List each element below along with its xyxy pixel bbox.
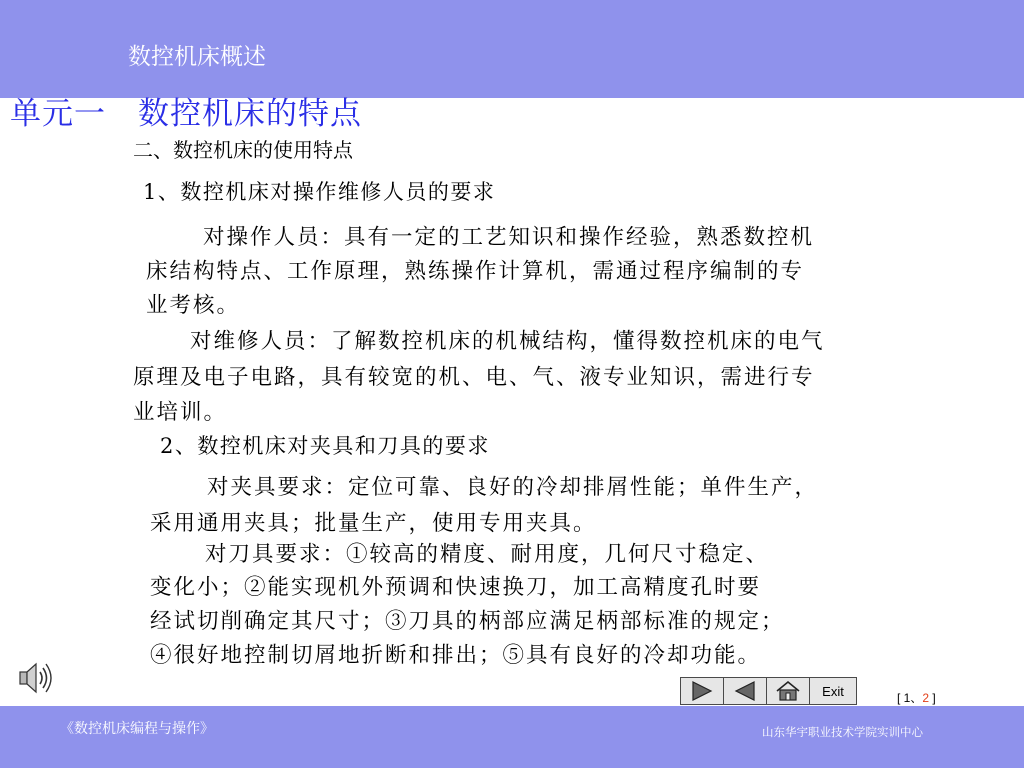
slide-header-title: 数控机床概述 bbox=[128, 44, 266, 70]
para4-line: 经试切削确定其尺寸；③刀具的柄部应满足柄部标准的规定； bbox=[150, 609, 785, 634]
para4-line: 对刀具要求：①较高的精度、耐用度，几何尺寸稳定、 bbox=[205, 542, 770, 567]
home-button[interactable] bbox=[766, 677, 810, 705]
speaker-icon[interactable] bbox=[16, 660, 56, 696]
footer-institution: 山东华宇职业技术学院实训中心 bbox=[762, 725, 923, 739]
play-right-icon bbox=[690, 680, 714, 702]
section-heading: 二、数控机床的使用特点 bbox=[133, 138, 353, 162]
subheading-operators: 1、数控机床对操作维修人员的要求 bbox=[143, 180, 496, 204]
exit-button[interactable]: Exit bbox=[809, 677, 857, 705]
para1-line: 业考核。 bbox=[146, 293, 241, 318]
slide-navigation bbox=[680, 677, 856, 707]
para3-line: 对夹具要求：定位可靠、良好的冷却排屑性能；单件生产， bbox=[207, 475, 819, 500]
para3-line: 采用通用夹具；批量生产，使用专用夹具。 bbox=[150, 511, 597, 536]
footer-course-title: 《数控机床编程与操作》 bbox=[60, 721, 214, 737]
page-indicator-suffix: ] bbox=[929, 691, 936, 705]
para1-line: 对操作人员：具有一定的工艺知识和操作经验，熟悉数控机 bbox=[203, 225, 815, 250]
next-slide-button[interactable] bbox=[680, 677, 724, 705]
page-indicator-prefix: [ 1、 bbox=[897, 691, 923, 705]
home-icon bbox=[775, 680, 801, 702]
play-left-icon bbox=[733, 680, 757, 702]
para4-line: 变化小；②能实现机外预调和快速换刀，加工高精度孔时要 bbox=[150, 575, 762, 600]
para2-line: 对维修人员：了解数控机床的机械结构，懂得数控机床的电气 bbox=[190, 329, 825, 354]
prev-slide-button[interactable] bbox=[723, 677, 767, 705]
para1-line: 床结构特点、工作原理，熟练操作计算机，需通过程序编制的专 bbox=[146, 259, 805, 284]
page-indicator bbox=[897, 689, 936, 706]
subheading-fixtures-tools: 2、数控机床对夹具和刀具的要求 bbox=[160, 434, 490, 458]
page-current-number[interactable]: 2 bbox=[922, 691, 930, 705]
para4-line: ④很好地控制切屑地折断和排出；⑤具有良好的冷却功能。 bbox=[150, 643, 762, 668]
para2-line: 原理及电子电路，具有较宽的机、电、气、液专业知识，需进行专 bbox=[133, 365, 815, 390]
unit-title: 单元一 数控机床的特点 bbox=[10, 96, 362, 132]
para2-line: 业培训。 bbox=[133, 400, 228, 425]
